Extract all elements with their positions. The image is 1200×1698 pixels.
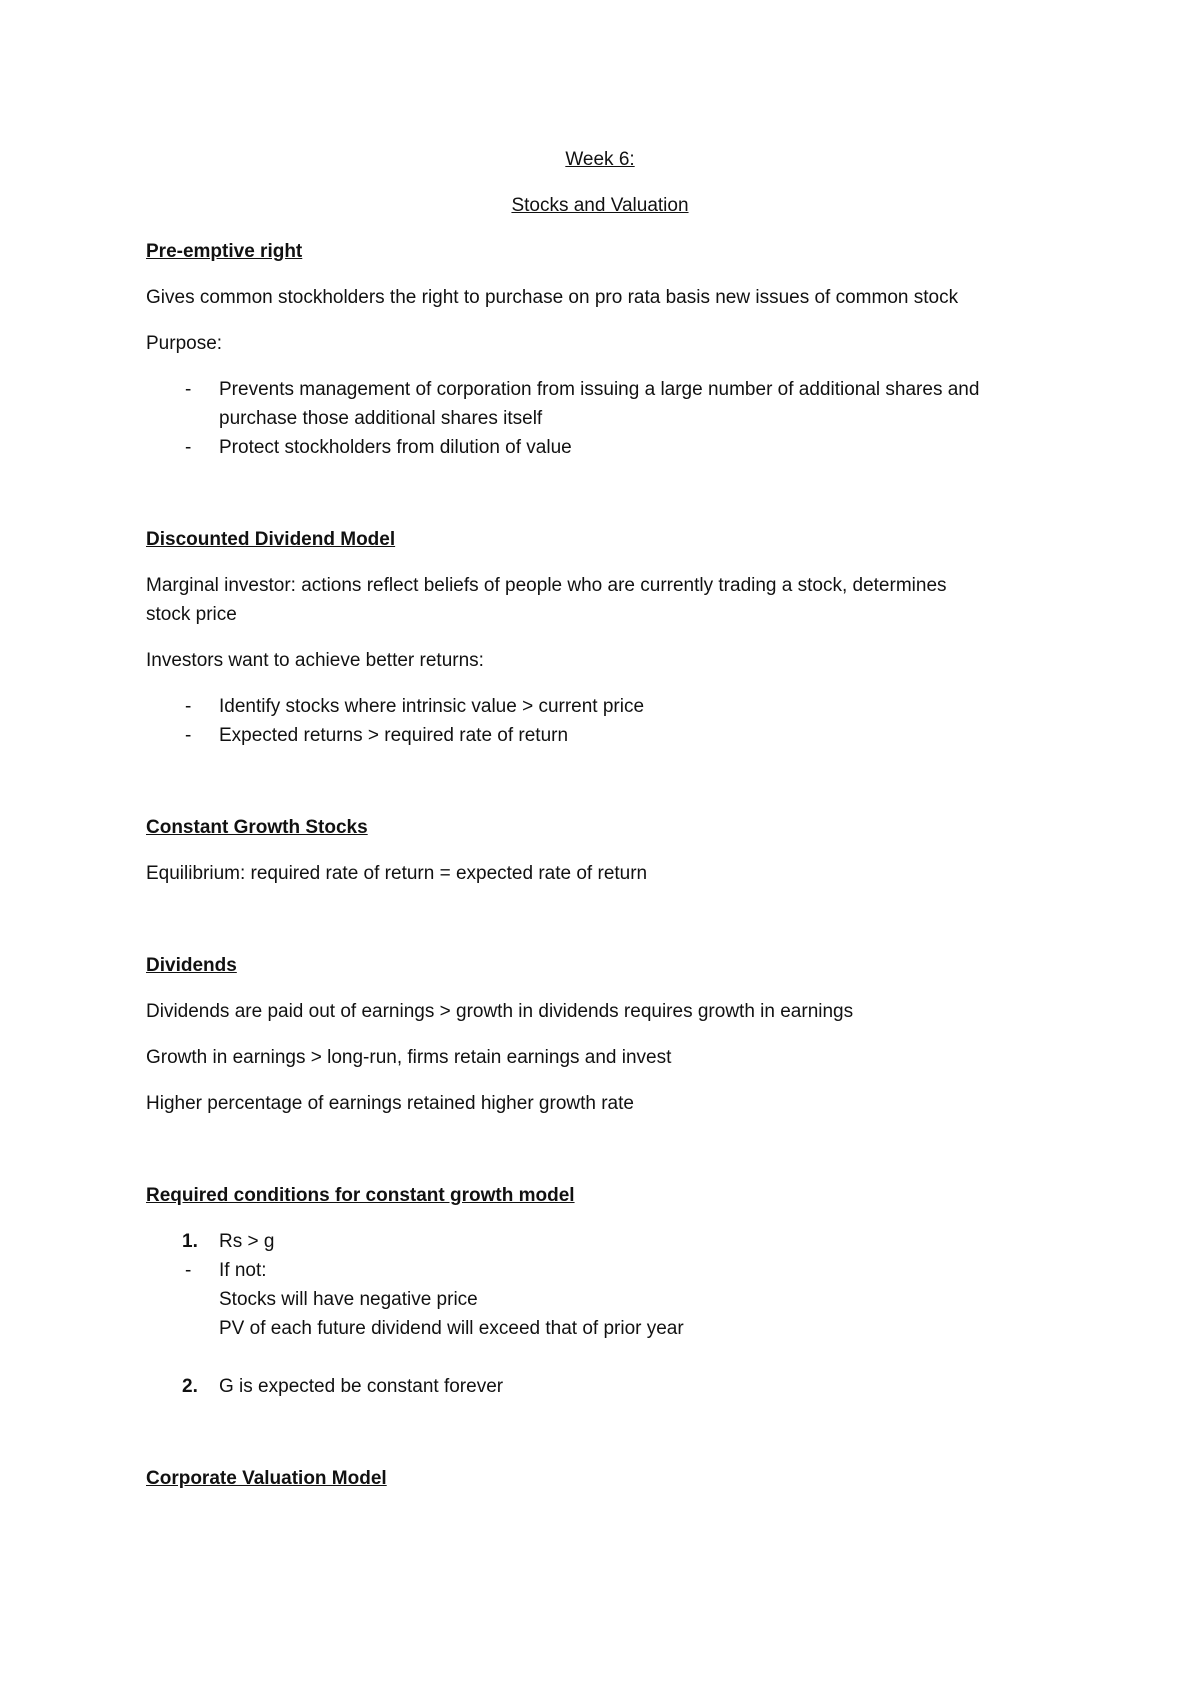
bullet-text: Prevents management of corporation from issuing a large number of additional shares and	[219, 379, 980, 400]
dividends-line: Growth in earnings > long-run, firms retain earnings and invest	[146, 1047, 672, 1068]
week-title: Week 6:	[565, 149, 635, 170]
condition-text: Rs > g	[219, 1231, 275, 1252]
consequence-text: Stocks will have negative price	[219, 1289, 478, 1310]
equilibrium-text: Equilibrium: required rate of return = expected rate of return	[146, 863, 648, 884]
heading-preemptive-right: Pre-emptive right	[146, 241, 303, 262]
if-not-label: If not:	[219, 1260, 267, 1281]
topic-title: Stocks and Valuation	[511, 195, 689, 216]
bullet-text-continued: purchase those additional shares itself	[219, 408, 543, 429]
marginal-investor-text: Marginal investor: actions reflect beliefs of people who are currently trading a stock, determines	[146, 575, 947, 596]
heading-required-conditions: Required conditions for constant growth model	[146, 1185, 575, 1206]
bullet-dash: -	[185, 1260, 192, 1281]
bullet-text: Expected returns > required rate of return	[219, 725, 569, 746]
dividends-line: Dividends are paid out of earnings > growth in dividends requires growth in earnings	[146, 1001, 854, 1022]
item-number: 2.	[182, 1376, 198, 1397]
item-number: 1.	[182, 1231, 198, 1252]
consequence-text: PV of each future dividend will exceed that of prior year	[219, 1318, 684, 1339]
heading-corporate-valuation-model: Corporate Valuation Model	[146, 1468, 387, 1489]
preemptive-definition: Gives common stockholders the right to purchase on pro rata basis new issues of common stock	[146, 287, 959, 308]
heading-constant-growth-stocks: Constant Growth Stocks	[146, 817, 368, 838]
bullet-dash: -	[185, 696, 192, 717]
heading-discounted-dividend-model: Discounted Dividend Model	[146, 529, 396, 550]
marginal-investor-text-continued: stock price	[146, 604, 237, 625]
bullet-text: Identify stocks where intrinsic value > current price	[219, 696, 645, 717]
investors-label: Investors want to achieve better returns:	[146, 650, 484, 671]
bullet-dash: -	[185, 725, 192, 746]
purpose-label: Purpose:	[146, 333, 223, 354]
heading-dividends: Dividends	[146, 955, 237, 976]
bullet-dash: -	[185, 379, 192, 400]
bullet-dash: -	[185, 437, 192, 458]
dividends-line: Higher percentage of earnings retained higher growth rate	[146, 1093, 634, 1114]
bullet-text: Protect stockholders from dilution of value	[219, 437, 572, 458]
condition-text: G is expected be constant forever	[219, 1376, 504, 1397]
